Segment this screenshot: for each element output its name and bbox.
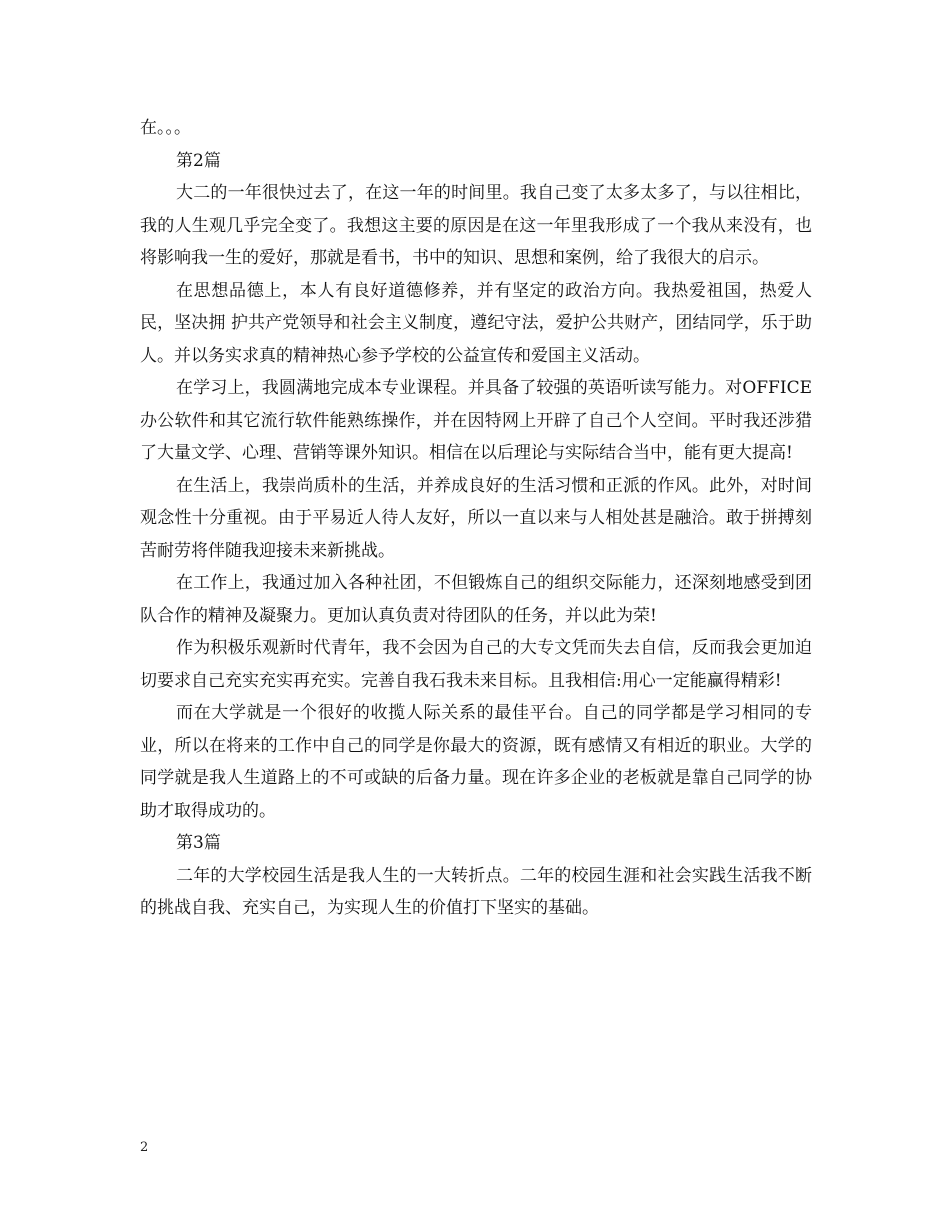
paragraph: 在工作上，我通过加入各种社团，不但锻炼自己的组织交际能力，还深刻地感受到团队合作的精神及凝聚力。更加认真负责对待团队的任务，并以此为荣!	[140, 573, 812, 626]
section-heading-3: 第3篇	[176, 833, 221, 853]
paragraph-continuation: 在。。。	[140, 118, 191, 138]
paragraph: 在生活上，我崇尚质朴的生活，并养成良好的生活习惯和正派的作风。此外，对时间观念性十分重视。由于平易近人待人友好，所以一直以来与人相处甚是融洽。敢于拼搏刻苦耐劳将伴随我迎接未来新挑战。	[140, 475, 812, 561]
page-number: 2	[140, 1140, 149, 1155]
paragraph: 作为积极乐观新时代青年，我不会因为自己的大专文凭而失去自信，反而我会更加迫切要求自己充实充实再充实。完善自我石我未来目标。且我相信:用心一定能赢得精彩!	[140, 638, 812, 691]
paragraph: 二年的大学校园生活是我人生的一大转折点。二年的校园生涯和社会实践生活我不断的挑战自我、充实自己，为实现人生的价值打下坚实的基础。	[140, 865, 812, 918]
document-body	[140, 112, 812, 925]
paragraph: 在思想品德上，本人有良好道德修养，并有坚定的政治方向。我热爱祖国，热爱人民，坚决拥 护共产党领导和社会主义制度，遵纪守法，爱护公共财产，团结同学，乐于助人。并以务实求真的精神热心参予学校的公益宣传和爱国主义活动。	[140, 280, 812, 366]
section-heading-2: 第2篇	[176, 150, 221, 171]
paragraph: 在学习上，我圆满地完成本专业课程。并具备了较强的英语听读写能力。对OFFICE办公软件和其它流行软件能熟练操作，并在因特网上开辟了自己个人空间。平时我还涉猎了大量文学、心理、营销等课外知识。相信在以后理论与实际结合当中，能有更大提高!	[140, 378, 812, 463]
paragraph: 大二的一年很快过去了，在这一年的时间里。我自己变了太多太多了，与以往相比，我的人生观几乎完全变了。我想这主要的原因是在这一年里我形成了一个我从来没有，也将影响我一生的爱好，那就是看书，书中的知识、思想和案例，给了我很大的启示。	[140, 183, 812, 268]
paragraph: 而在大学就是一个很好的收揽人际关系的最佳平台。自己的同学都是学习相同的专业，所以在将来的工作中自己的同学是你最大的资源，既有感情又有相近的职业。大学的同学就是我人生道路上的不可或缺的后备力量。现在许多企业的老板就是靠自己同学的协助才取得成功的。	[140, 703, 812, 821]
